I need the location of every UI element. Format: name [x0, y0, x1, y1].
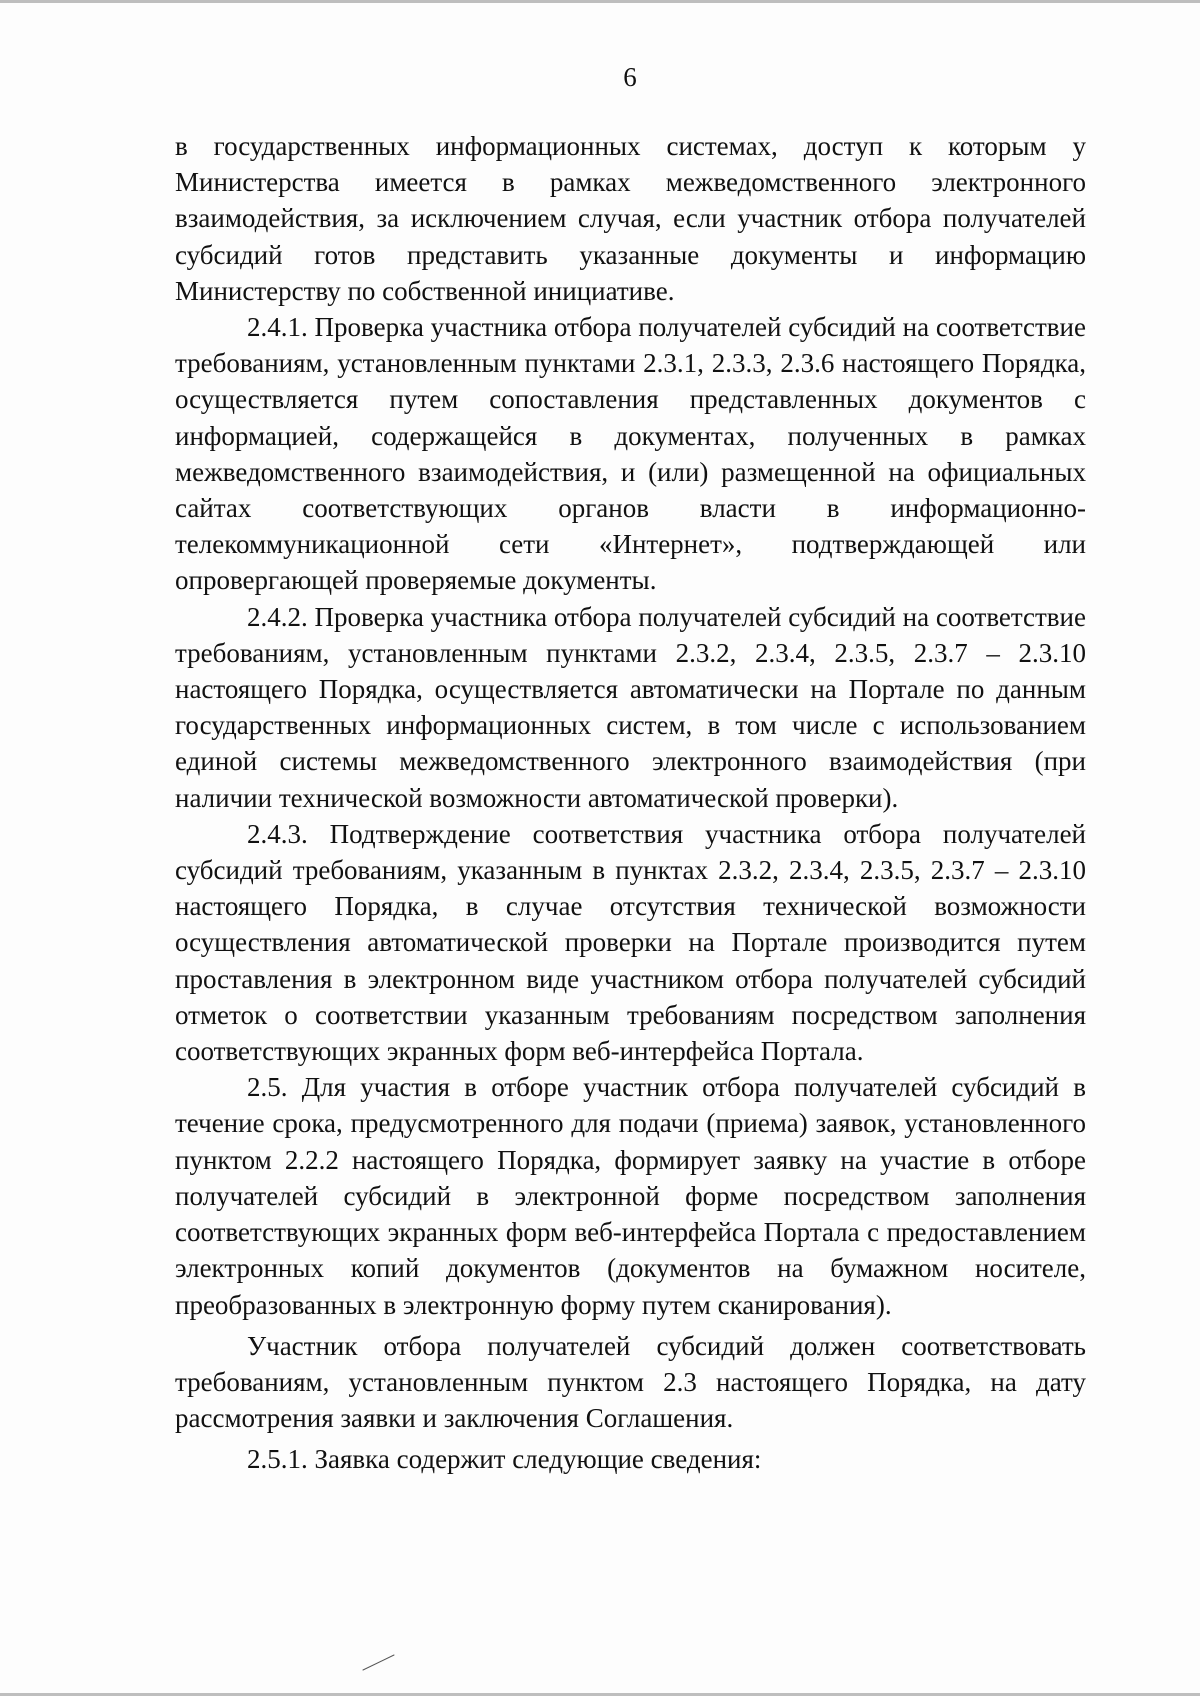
paragraph-2-5: 2.5. Для участия в отборе участник отбора получателей субсидий в течение срока, предусмотренного для подачи (приема) заявок, установленного пунктом 2.2.2 настоящего Порядка, формирует заявку на участие в отборе получателей субсидий в электронной форме посредством заполнения соответствующих экранных форм веб-интерфейса Портала с предоставлением электронных копий документов (документов на бумажном носителе, преобразованных в электронную форму путем сканирования).	[175, 1072, 1086, 1320]
document-body	[175, 128, 1086, 1478]
paragraph-2-4-3: 2.4.3. Подтверждение соответствия участника отбора получателей субсидий требованиям, указанным в пунктах 2.3.2, 2.3.4, 2.3.5, 2.3.7 – 2.3.10 настоящего Порядка, в случае отсутствия технической возможности осуществления автоматической проверки на Портале производится путем проставления в электронном виде участником отбора получателей субсидий отметок о соответствии указанным требованиям посредством заполнения соответствующих экранных форм веб-интерфейса Портала.	[175, 818, 1086, 1067]
paragraph-2-5-1: 2.5.1. Заявка содержит следующие сведения:	[247, 1444, 762, 1475]
scan-edge-top	[0, 0, 1200, 3]
paragraph-2-4-1: 2.4.1. Проверка участника отбора получателей субсидий на соответствие требованиям, установленным пунктами 2.3.1, 2.3.3, 2.3.6 настоящего Порядка, осуществляется путем сопоставления представленных документов с информацией, содержащейся в документах, полученных в рамках межведомственного взаимодействия, и (или) размещенной на официальных сайтах соответствующих органов власти в информационно-телекоммуникационной сети «Интернет», подтверждающей или опровергающей проверяемые документы.	[175, 312, 1086, 596]
paragraph-continuation: в государственных информационных системах, доступ к которым у Министерства имеется в рамках межведомственного электронного взаимодействия, за исключением случая, если участник отбора получателей субсидий готов представить указанные документы и информацию Министерству по собственной инициативе.	[175, 131, 1086, 306]
pen-stroke-mark	[362, 1652, 396, 1672]
page-number: 6	[623, 62, 637, 92]
paragraph-participant-requirements: Участник отбора получателей субсидий должен соответствовать требованиям, установленным пунктом 2.3 настоящего Порядка, на дату рассмотрения заявки и заключения Соглашения.	[175, 1330, 1086, 1434]
paragraph-2-4-2: 2.4.2. Проверка участника отбора получателей субсидий на соответствие требованиям, установленным пунктами 2.3.2, 2.3.4, 2.3.5, 2.3.7 – 2.3.10 настоящего Порядка, осуществляется автоматически на Портале по данным государственных информационных систем, в том числе с использованием единой системы межведомственного электронного взаимодействия (при наличии технической возможности автоматической проверки).	[175, 601, 1086, 813]
